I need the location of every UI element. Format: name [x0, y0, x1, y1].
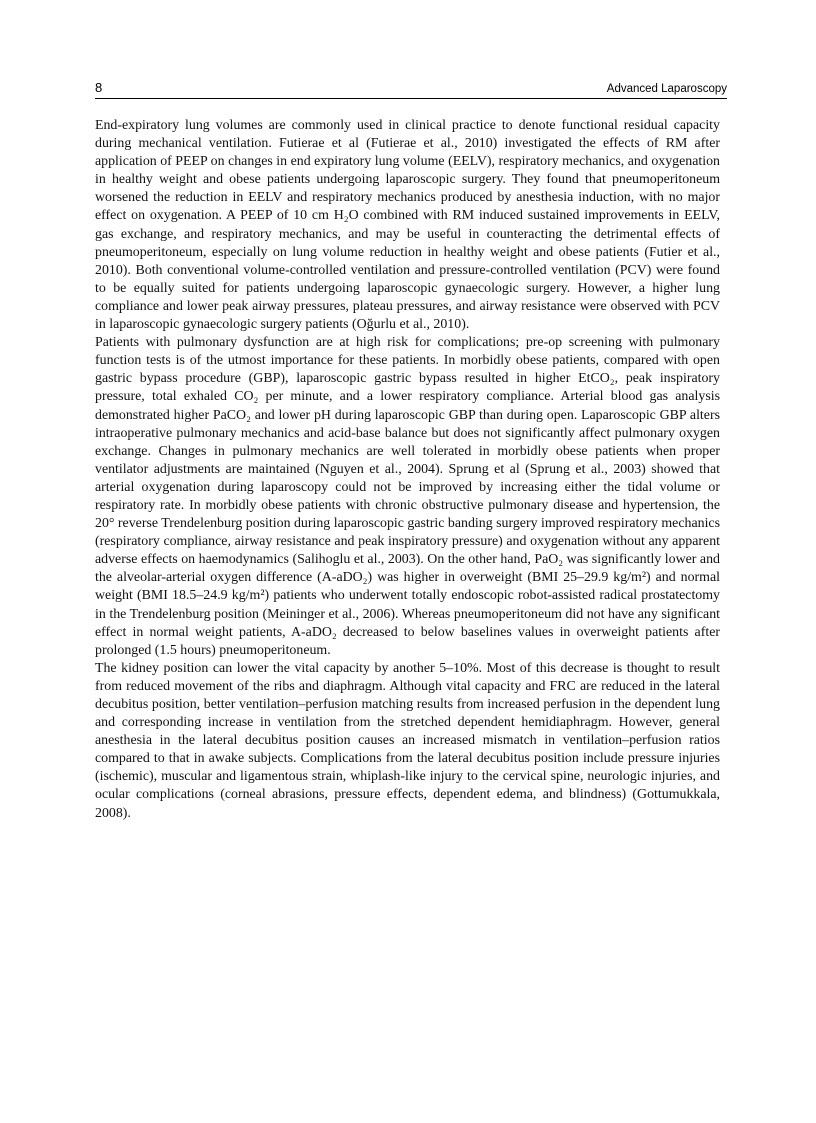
body-text	[95, 117, 720, 823]
paragraph: End-expiratory lung volumes are commonly used in clinical practice to denote functional residual capacity during mechanical ventilation. Futierae et al (Futierae et al., 2010) investigated the effects of RM after application of PEEP on changes in end expiratory lung volume (EELV), respiratory mechanics, and oxygenation in healthy weight and obese patients undergoing laparoscopic surgery. They found that pneumoperitoneum worsened the reduction in EELV and respiratory mechanics produced by anesthesia induction, with no major effect on oxygenation. A PEEP of 10 cm H₂O combined with RM induced sustained improvements in EELV, gas exchange, and respiratory mechanics, and may be useful in counteracting the detrimental effects of pneumoperitoneum, especially on lung volume reduction in healthy weight and obese patients (Futier et al., 2010). Both conventional volume-controlled ventilation and pressure-controlled ventilation (PCV) were found to be equally suited for patients undergoing laparoscopic gynaecologic surgery. However, a higher lung compliance and lower peak airway pressures, plateau pressures, and airway resistance were observed with PCV in laparoscopic gynaecologic surgery patients (Oğurlu et al., 2010).	[95, 118, 720, 333]
page-header	[95, 80, 727, 99]
paragraph: Patients with pulmonary dysfunction are at high risk for complications; pre-op screening with pulmonary function tests is of the utmost importance for these patients. In morbidly obese patients, compared with open gastric bypass procedure (GBP), laparoscopic gastric bypass resulted in higher EtCO₂, peak inspiratory pressure, total exhaled CO₂ per minute, and a lower respiratory compliance. Arterial blood gas analysis demonstrated higher PaCO₂ and lower pH during laparoscopic GBP than during open. Laparoscopic GBP alters intraoperative pulmonary mechanics and acid-base balance but does not significantly affect pulmonary oxygen exchange. Changes in pulmonary mechanics are well tolerated in morbidly obese patients when proper ventilator adjustments are maintained (Nguyen et al., 2004). Sprung et al (Sprung et al., 2003) showed that arterial oxygenation during laparoscopy could not be improved by increasing either the tidal volume or respiratory rate. In morbidly obese patients with chronic obstructive pulmonary disease and hypertension, the 20° reverse Trendelenburg position during laparoscopic gastric banding surgery improved respiratory mechanics (respiratory compliance, airway resistance and peak inspiratory pressure) and oxygenation without any apparent adverse effects on haemodynamics (Salihoglu et al., 2003). On the other hand, PaO₂ was significantly lower and the alveolar-arterial oxygen difference (A-aDO₂) was higher in overweight (BMI 25–29.9 kg/m²) and normal weight (BMI 18.5–24.9 kg/m²) patients who underwent totally endoscopic robot-assisted radical prostatectomy in the Trendelenburg position (Meininger et al., 2006). Whereas pneumoperitoneum did not have any significant effect in normal weight patients, A-aDO₂ decreased to below baselines values in overweight patients after prolonged (1.5 hours) pneumoperitoneum.	[95, 335, 720, 658]
page-number: 8	[95, 80, 103, 95]
paragraph: The kidney position can lower the vital capacity by another 5–10%. Most of this decrease is thought to result from reduced movement of the ribs and diaphragm. Although vital capacity and FRC are reduced in the lateral decubitus position, better ventilation–perfusion matching results from increased perfusion in the dependent lung and corresponding increase in ventilation from the stretched dependent hemidiaphragm. However, general anesthesia in the lateral decubitus position causes an increased mismatch in ventilation–perfusion ratios compared to that in awake subjects. Complications from the lateral decubitus position include pressure injuries (ischemic), muscular and ligamentous strain, whiplash-like injury to the cervical spine, neurologic injuries, and ocular complications (corneal abrasions, pressure effects, dependent edema, and blindness) (Gottumukkala, 2008).	[95, 660, 720, 821]
running-title: Advanced Laparoscopy	[606, 83, 727, 95]
